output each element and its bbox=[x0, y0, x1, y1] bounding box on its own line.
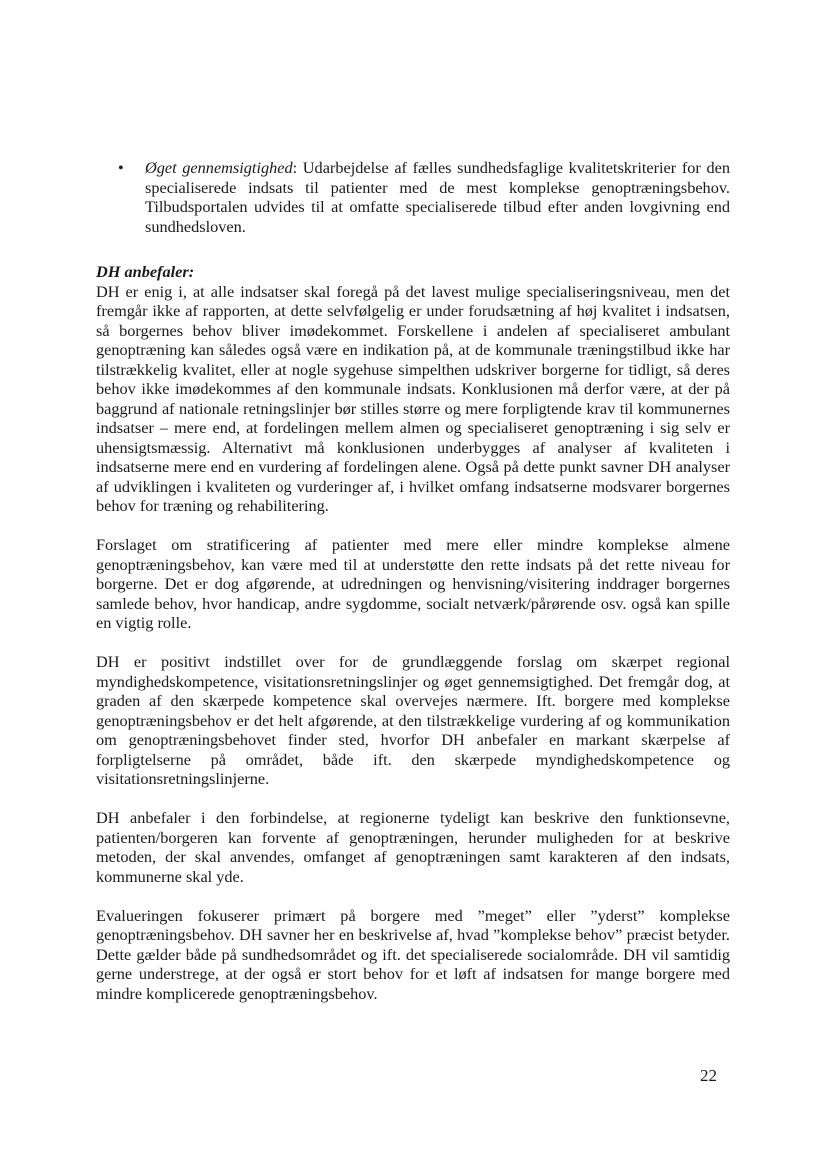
paragraph-enig: DH er enig i, at alle indsatser skal foregå på det lavest mulige specialiseringsniveau, men det fremgår ikke af rapporten, at dette selvfølgelig er under forudsætning af høj kvalitet i indsatsen, så borgernes behov bliver imødekommet. Forskellene i andelen af specialiseret ambulant genoptræning kan således også være en indikation på, at de kommunale træningstilbud ikke har tilstrækkelig kvalitet, eller at nogle sygehuse simpelthen udskriver borgerne for tidligt, så deres behov ikke imødekommes af den kommunale indsats. Konklusionen må derfor være, at der på baggrund af nationale retningslinjer bør stilles større og mere forpligtende krav til kommunernes indsatser – mere end, at fordelingen mellem almen og specialiseret genoptræning i sig selv er uhensigtsmæssig. Alternativt må konklusionen underbygges af analyser af kvaliteten i indsatserne mere end en vurdering af fordelingen alene. Også på dette punkt savner DH analyser af udviklingen i kvaliteten og vurderinger af, i hvilket omfang indsatserne modsvarer borgernes behov for træning og rehabilitering. bbox=[96, 281, 730, 515]
paragraph-stratificering: Forslaget om stratificering af patienter med mere eller mindre komplekse almene genoptræningsbehov, kan være med til at understøtte den rette indsats på det rette niveau for borgerne. Det er dog afgørende, at udredningen og henvisning/visitering inddrager borgernes samlede behov, hvor handicap, andre sygdomme, socialt netværk/pårørende osv. også kan spille en vigtig rolle. bbox=[96, 535, 730, 632]
bullet-term: Øget gennemsigtighed bbox=[145, 158, 293, 177]
bullet-dot: • bbox=[118, 158, 124, 177]
paragraph-positivt: DH er positivt indstillet over for de grundlæggende forslag om skærpet regional myndighedskompetence, visitationsretningslinjer og øget gennemsigtighed. Det fremgår dog, at graden af den skærpede kompetence skal overvejes nærmere. Ift. borgere med komplekse genoptræningsbehov er det helt afgørende, at den tilstrækkelige vurdering af og kommunikation om genoptræningsbehovet finder sted, hvorfor DH anbefaler en markant skærpelse af forpligtelserne på området, både ift. den skærpede myndighedskompetence og visitationsretningslinjerne. bbox=[96, 652, 730, 788]
page-number: 22 bbox=[700, 1066, 717, 1085]
page-body bbox=[96, 158, 730, 1003]
bullet-item bbox=[96, 158, 730, 236]
paragraph-evalueringen: Evalueringen fokuserer primært på borgere med ”meget” eller ”yderst” komplekse genoptræningsbehov. DH savner her en beskrivelse af, hvad ”komplekse behov” præcist betyder. Dette gælder både på sundhedsområdet og ift. det specialiserede socialområde. DH vil samtidig gerne understrege, at der også er stort behov for et løft af indsatsen for mange borgere med mindre komplicerede genoptræningsbehov. bbox=[96, 905, 730, 1003]
bullet-text: : Udarbejdelse af fælles sundhedsfaglige kvalitetskriterier for den specialiserede indsats til patienter med de mest komplekse genoptræningsbehov. Tilbudsportalen udvides til at omfatte specialiserede tilbud efter anden lovgivning end sundhedsloven. bbox=[145, 158, 730, 236]
section-heading: DH anbefaler: bbox=[96, 262, 195, 281]
paragraph-regionerne: DH anbefaler i den forbindelse, at regionerne tydeligt kan beskrive den funktionsevne, patienten/borgeren kan forvente af genoptræningen, herunder muligheden for at beskrive metoden, der skal anvendes, omfanget af genoptræningen samt karakteren af den indsats, kommunerne skal yde. bbox=[96, 808, 730, 886]
